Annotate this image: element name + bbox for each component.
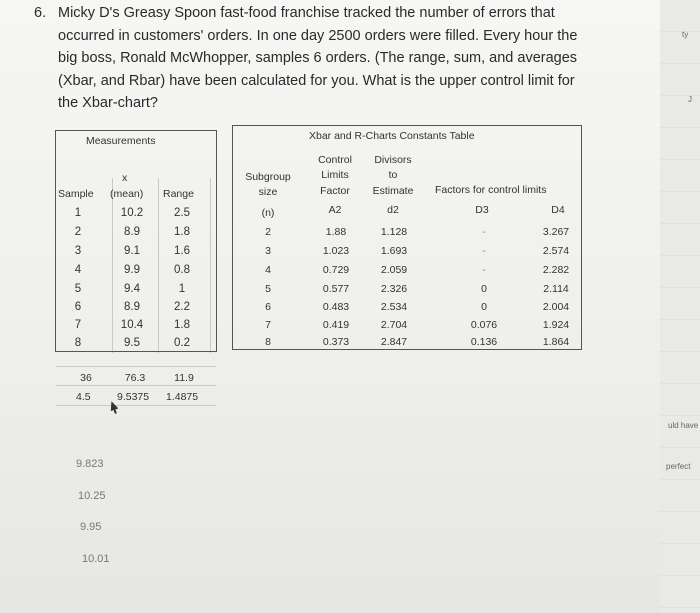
d3-cell: 0 <box>481 283 487 295</box>
d3-cell: - <box>482 245 486 257</box>
x-symbol: x <box>122 172 128 184</box>
d2-cell: 2.059 <box>380 264 408 276</box>
sample-cell: 1 <box>74 207 82 219</box>
sample-header: Sample <box>58 188 94 200</box>
mean-cell: 8.9 <box>124 226 140 238</box>
d4-cell: 2.574 <box>542 245 570 257</box>
d4-cell: 2.114 <box>543 283 569 295</box>
range-cell: 0.2 <box>174 337 190 349</box>
side-fragment-2: perfect <box>666 462 691 471</box>
n-cell: 4 <box>265 264 271 276</box>
n-cell: 3 <box>265 245 271 257</box>
range-cell: 0.8 <box>174 264 190 276</box>
mean-cell: 9.9 <box>124 264 140 276</box>
d2-cell: 2.326 <box>380 283 408 295</box>
sum-mean: 76.3 <box>124 372 146 384</box>
d2-cell: 1.693 <box>380 245 408 257</box>
range-cell: 2.2 <box>174 301 190 313</box>
avg-range: 1.4875 <box>166 391 199 403</box>
d3-cell: - <box>482 264 486 276</box>
n-cell: 6 <box>265 301 271 313</box>
sample-cell: 3 <box>74 245 82 257</box>
divisors-header-2: to <box>388 169 398 181</box>
d4-cell: 3.267 <box>542 226 570 238</box>
d4-cell: 1.924 <box>542 319 570 331</box>
d3-cell: - <box>482 226 486 238</box>
subgroup-header-2: size <box>258 186 278 198</box>
d4-cell: 2.282 <box>542 264 570 276</box>
a2-cell: 0.419 <box>322 319 350 331</box>
mean-cell: 10.2 <box>120 207 144 219</box>
subgroup-header-3: (n) <box>261 207 275 219</box>
answer-choice[interactable]: 10.25 <box>78 490 106 502</box>
side-top-fragment: ty <box>682 30 689 39</box>
mean-cell: 9.4 <box>124 283 140 295</box>
sum-sample: 36 <box>80 372 92 384</box>
mean-cell: 10.4 <box>120 319 144 331</box>
a2-cell: 0.577 <box>322 283 350 295</box>
avg-sample: 4.5 <box>76 391 91 403</box>
d2-cell: 1.128 <box>380 226 408 238</box>
mean-cell: 9.5 <box>124 337 140 349</box>
sample-cell: 8 <box>74 337 82 349</box>
a2-cell: 1.023 <box>322 245 350 257</box>
constants-table-title: Xbar and R-Charts Constants Table <box>309 130 475 142</box>
avg-mean: 9.5375 <box>117 391 150 403</box>
d3-cell: 0.076 <box>470 319 498 331</box>
mean-cell: 8.9 <box>124 301 140 313</box>
control-header-3: Factor <box>320 185 350 197</box>
sample-cell: 6 <box>74 301 82 313</box>
d3-cell: 0 <box>481 301 487 313</box>
a2-cell: 0.729 <box>322 264 350 276</box>
question-number: 6. <box>34 5 47 21</box>
n-cell: 5 <box>265 283 271 295</box>
range-cell: 1.6 <box>174 245 190 257</box>
d4-cell: 1.864 <box>542 336 570 348</box>
a2-cell: 0.483 <box>322 301 350 313</box>
n-cell: 2 <box>265 226 271 238</box>
control-header-1: Control <box>318 154 352 166</box>
answer-choice[interactable]: 9.823 <box>76 458 104 470</box>
divisors-header-1: Divisors <box>374 154 412 166</box>
question-text: Micky D's Greasy Spoon fast-food franchise tracked the number of errors that occurred in customers' orders. In one day 2500 orders were filled. Every hour the big boss, Ronald McWhopper, samples 6 orders. (The range, sum, and averages (Xbar, and Rbar) have been calculated for you. What is the upper control limit for the Xbar-chart? <box>58 5 578 111</box>
divisors-header-3: Estimate <box>372 185 414 197</box>
d3-header: D3 <box>475 204 489 216</box>
side-mark: J <box>688 95 692 104</box>
sample-cell: 7 <box>74 319 82 331</box>
range-cell: 1.8 <box>174 319 190 331</box>
measurements-title: Measurements <box>86 135 156 147</box>
sample-cell: 5 <box>74 283 82 295</box>
mean-header: (mean) <box>110 188 144 200</box>
n-cell: 8 <box>265 336 271 348</box>
mean-cell: 9.1 <box>124 245 140 257</box>
answer-choice[interactable]: 9.95 <box>80 521 102 533</box>
range-cell: 1.8 <box>174 226 190 238</box>
a2-cell: 1.88 <box>325 226 347 238</box>
subgroup-header-1: Subgroup <box>245 171 291 183</box>
d2-cell: 2.534 <box>380 301 408 313</box>
side-strip <box>660 0 700 613</box>
control-header-2: Limits <box>321 169 349 181</box>
range-cell: 2.5 <box>174 207 190 219</box>
sample-cell: 2 <box>74 226 82 238</box>
d2-cell: 2.704 <box>380 319 408 331</box>
a2-cell: 0.373 <box>322 336 350 348</box>
answer-choice[interactable]: 10.01 <box>82 553 110 565</box>
side-fragment-1: uld have <box>668 421 699 430</box>
n-cell: 7 <box>265 319 271 331</box>
d4-cell: 2.004 <box>542 301 570 313</box>
control-header-4: A2 <box>328 204 342 216</box>
factors-header: Factors for control limits <box>435 184 547 196</box>
range-header: Range <box>163 188 194 200</box>
d2-cell: 2.847 <box>380 336 408 348</box>
range-cell: 1 <box>178 283 186 295</box>
d3-cell: 0.136 <box>470 336 498 348</box>
d4-header: D4 <box>551 204 565 216</box>
divisors-header-4: d2 <box>387 204 399 216</box>
sum-range: 11.9 <box>174 372 194 384</box>
sample-cell: 4 <box>74 264 82 276</box>
